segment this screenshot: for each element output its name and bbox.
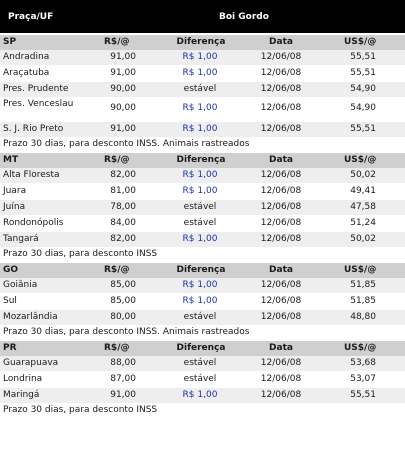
price-brl: 91,00 xyxy=(110,124,136,134)
column-diff-header: Diferença xyxy=(176,37,226,47)
price-brl: 81,00 xyxy=(110,186,136,196)
quote-date: 12/06/08 xyxy=(260,186,302,196)
quote-date: 12/06/08 xyxy=(260,218,302,228)
quote-date: 12/06/08 xyxy=(260,202,302,212)
price-usd: 50,02 xyxy=(350,170,376,180)
price-brl: 91,00 xyxy=(110,52,136,62)
column-usd-header: US$/@ xyxy=(344,343,377,353)
table-row xyxy=(0,66,405,82)
price-usd: 49,41 xyxy=(350,186,376,196)
table-row xyxy=(0,168,405,184)
price-difference: R$ 1,00 xyxy=(182,103,218,113)
state-label: PR xyxy=(3,343,17,353)
column-value-header: R$/@ xyxy=(104,37,130,47)
table-header xyxy=(0,0,405,33)
price-usd: 54,90 xyxy=(350,84,376,94)
note-text: Prazo 30 dias, para desconto INSS xyxy=(3,405,158,415)
column-diff-header: Diferença xyxy=(176,343,226,353)
location-name: Andradina xyxy=(3,52,50,62)
price-difference: R$ 1,00 xyxy=(182,280,218,290)
quote-date: 12/06/08 xyxy=(260,296,302,306)
price-usd: 55,51 xyxy=(350,124,376,134)
location-name: Guarapuava xyxy=(3,358,59,368)
location-name: Maringá xyxy=(3,390,40,400)
price-difference: R$ 1,00 xyxy=(182,186,218,196)
price-difference: estável xyxy=(183,218,217,228)
price-brl: 82,00 xyxy=(110,234,136,244)
price-usd: 47,58 xyxy=(350,202,376,212)
price-usd: 51,85 xyxy=(350,296,376,306)
price-difference: R$ 1,00 xyxy=(182,68,218,78)
table-row xyxy=(0,216,405,232)
price-usd: 50,02 xyxy=(350,234,376,244)
table-row xyxy=(0,200,405,216)
quote-date: 12/06/08 xyxy=(260,170,302,180)
column-date-header: Data xyxy=(269,37,293,47)
price-difference: estável xyxy=(183,312,217,322)
section-note xyxy=(0,326,405,339)
state-label: GO xyxy=(3,265,19,275)
location-name: S. J. Rio Preto xyxy=(3,124,64,134)
quote-date: 12/06/08 xyxy=(260,280,302,290)
price-brl: 90,00 xyxy=(110,103,136,113)
price-usd: 54,90 xyxy=(350,103,376,113)
column-usd-header: US$/@ xyxy=(344,37,377,47)
price-brl: 90,00 xyxy=(110,84,136,94)
quote-date: 12/06/08 xyxy=(260,234,302,244)
column-value-header: R$/@ xyxy=(104,155,130,165)
price-difference: R$ 1,00 xyxy=(182,234,218,244)
note-text: Prazo 30 dias, para desconto INSS xyxy=(3,249,158,259)
quote-date: 12/06/08 xyxy=(260,124,302,134)
quote-date: 12/06/08 xyxy=(260,374,302,384)
table-row xyxy=(0,98,405,122)
price-difference: R$ 1,00 xyxy=(182,170,218,180)
location-name: Juara xyxy=(3,186,27,196)
quote-date: 12/06/08 xyxy=(260,312,302,322)
column-value-header: R$/@ xyxy=(104,265,130,275)
price-usd: 53,07 xyxy=(350,374,376,384)
location-name: Sul xyxy=(3,296,17,306)
location-name: Pres. Venceslau xyxy=(3,99,74,109)
price-brl: 87,00 xyxy=(110,374,136,384)
location-name: Londrina xyxy=(3,374,43,384)
price-usd: 48,80 xyxy=(350,312,376,322)
note-text: Prazo 30 dias, para desconto INSS. Animais rastreados xyxy=(3,139,250,149)
table-row xyxy=(0,372,405,388)
sections-container xyxy=(0,35,405,419)
price-usd: 55,51 xyxy=(350,390,376,400)
price-difference: estável xyxy=(183,84,217,94)
location-name: Mozarlândia xyxy=(3,312,58,322)
section-note xyxy=(0,248,405,261)
price-difference: estável xyxy=(183,202,217,212)
column-date-header: Data xyxy=(269,265,293,275)
price-difference: R$ 1,00 xyxy=(182,390,218,400)
quote-date: 12/06/08 xyxy=(260,84,302,94)
column-diff-header: Diferença xyxy=(176,155,226,165)
price-difference: estável xyxy=(183,374,217,384)
table-row xyxy=(0,184,405,200)
price-brl: 91,00 xyxy=(110,390,136,400)
location-name: Alta Floresta xyxy=(3,170,60,180)
location-name: Pres. Prudente xyxy=(3,84,69,94)
price-usd: 51,85 xyxy=(350,280,376,290)
price-usd: 51,24 xyxy=(350,218,376,228)
location-name: Goiânia xyxy=(3,280,38,290)
column-date-header: Data xyxy=(269,343,293,353)
table-row xyxy=(0,232,405,248)
price-brl: 88,00 xyxy=(110,358,136,368)
price-brl: 80,00 xyxy=(110,312,136,322)
section-header-mt xyxy=(0,153,405,168)
header-product-label: Boi Gordo xyxy=(219,12,269,22)
table-row xyxy=(0,310,405,326)
note-text: Prazo 30 dias, para desconto INSS. Animais rastreados xyxy=(3,327,250,337)
quote-date: 12/06/08 xyxy=(260,52,302,62)
table-row xyxy=(0,278,405,294)
price-brl: 78,00 xyxy=(110,202,136,212)
location-name: Tangará xyxy=(3,234,39,244)
table-row xyxy=(0,388,405,404)
price-difference: R$ 1,00 xyxy=(182,124,218,134)
quote-date: 12/06/08 xyxy=(260,358,302,368)
state-label: MT xyxy=(3,155,19,165)
quote-date: 12/06/08 xyxy=(260,390,302,400)
column-diff-header: Diferença xyxy=(176,265,226,275)
price-difference: R$ 1,00 xyxy=(182,296,218,306)
section-header-go xyxy=(0,263,405,278)
state-label: SP xyxy=(3,37,17,47)
price-brl: 84,00 xyxy=(110,218,136,228)
section-note xyxy=(0,404,405,417)
price-usd: 55,51 xyxy=(350,52,376,62)
location-name: Juína xyxy=(3,202,26,212)
column-value-header: R$/@ xyxy=(104,343,130,353)
section-note xyxy=(0,138,405,151)
section-header-sp xyxy=(0,35,405,50)
quote-date: 12/06/08 xyxy=(260,68,302,78)
column-date-header: Data xyxy=(269,155,293,165)
table-row xyxy=(0,122,405,138)
price-brl: 91,00 xyxy=(110,68,136,78)
section-header-pr xyxy=(0,341,405,356)
location-name: Rondonópolis xyxy=(3,218,64,228)
section-separator xyxy=(0,417,405,419)
price-brl: 85,00 xyxy=(110,296,136,306)
location-name: Araçatuba xyxy=(3,68,50,78)
price-usd: 55,51 xyxy=(350,68,376,78)
table-row xyxy=(0,82,405,98)
header-location-label: Praça/UF xyxy=(8,12,54,22)
quote-date: 12/06/08 xyxy=(260,103,302,113)
price-brl: 82,00 xyxy=(110,170,136,180)
table-row xyxy=(0,50,405,66)
table-row xyxy=(0,294,405,310)
column-usd-header: US$/@ xyxy=(344,155,377,165)
price-usd: 53,68 xyxy=(350,358,376,368)
table-row xyxy=(0,356,405,372)
price-difference: estável xyxy=(183,358,217,368)
price-difference: R$ 1,00 xyxy=(182,52,218,62)
price-brl: 85,00 xyxy=(110,280,136,290)
column-usd-header: US$/@ xyxy=(344,265,377,275)
